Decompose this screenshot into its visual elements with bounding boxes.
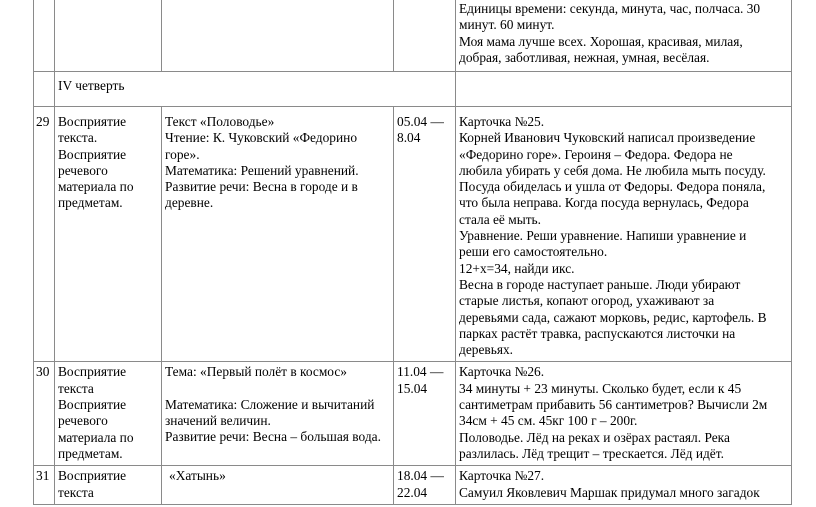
content-line: Текст «Половодье» [165, 114, 275, 129]
topic-line: Восприятие [58, 146, 127, 162]
row-topic [55, 107, 162, 362]
topic-line: материала по [58, 429, 134, 445]
date-line: 11.04 — [397, 364, 444, 380]
content-line: Чтение: К. Чуковский «Федорино [165, 130, 358, 146]
notes-line: добрая, заботливая, нежная, умная, весёлая. [459, 49, 710, 65]
content-line: «Хатынь» [169, 468, 226, 484]
topic-line: Восприятие [58, 114, 127, 129]
topic-line: материала по [58, 179, 134, 195]
topic-line: речевого [58, 413, 108, 429]
topic-line: Восприятие [58, 364, 127, 380]
content-line: горе». [165, 146, 200, 162]
row-material [456, 466, 792, 505]
material-line: стала её мыть. [459, 211, 542, 227]
topic-line: Восприятие [58, 397, 127, 413]
content-line: Развитие речи: Весна в городе и в [165, 179, 358, 195]
row-content [162, 107, 394, 362]
row-number [34, 362, 55, 466]
material-line: Посуда обиделась и ушла от Федоры. Федора поняла, [459, 179, 766, 195]
material-line: парках растёт травка, распускаются листочки на [459, 325, 736, 341]
date-line: 15.04 [397, 380, 428, 396]
table-row-quarter [34, 72, 792, 107]
topic-line: Восприятие [58, 468, 127, 484]
material-line: разлилась. Лёд трещит – трескается. Лёд идёт. [459, 445, 724, 461]
row-number-text: 29 [36, 114, 50, 129]
material-line: Корней Иванович Чуковский написал произведение [459, 130, 756, 146]
content-line: Математика: Решений уравнений. [165, 162, 359, 178]
notes-line: Единицы времени: секунда, минута, час, полчаса. 30 [459, 1, 761, 16]
content-line: Развитие речи: Весна – большая вода. [165, 429, 381, 445]
quarter-label-cell [55, 72, 456, 107]
material-line: сантиметрам прибавить 56 сантиметров? Вычисли 2м [459, 397, 768, 413]
cell-topic-empty [55, 0, 162, 72]
material-line: 34см + 45 см. 45кг 100 г – 200г. [459, 413, 638, 429]
row-content [162, 362, 394, 466]
topic-line: предметам. [58, 445, 123, 461]
material-line: Половодье. Лёд на реках и озёрах растаял. Река [459, 429, 730, 445]
row-material [456, 107, 792, 362]
topic-line: речевого [58, 162, 108, 178]
cell-notes [456, 0, 792, 72]
row-number [34, 466, 55, 505]
quarter-label: IV четверть [58, 78, 125, 93]
cell-dates-empty [394, 0, 456, 72]
table-row-continuation [34, 0, 792, 72]
topic-line: текста [58, 380, 94, 396]
row-topic [55, 466, 162, 505]
lesson-plan-table [33, 0, 792, 505]
material-line: Карточка №27. [459, 468, 545, 484]
material-line: 12+x=34, найди икс. [459, 260, 575, 276]
content-line: значений величин. [165, 413, 271, 429]
notes-line: минут. 60 минут. [459, 17, 555, 33]
cell-content-empty [162, 0, 394, 72]
date-line: 05.04 — [397, 114, 444, 129]
cell-num-empty [34, 0, 55, 72]
topic-line: текста [58, 484, 94, 500]
row-dates [394, 362, 456, 466]
material-line: Самуил Яковлевич Маршак придумал много загадок [459, 484, 760, 500]
date-line: 18.04 — [397, 468, 444, 484]
row-content [162, 466, 394, 505]
table-row [34, 466, 792, 505]
row-material [456, 362, 792, 466]
material-line: Уравнение. Реши уравнение. Напиши уравнение и [459, 228, 747, 244]
row-dates [394, 466, 456, 505]
material-line: Карточка №25. [459, 114, 545, 129]
material-line: деревьях. [459, 342, 514, 358]
row-number-text: 30 [36, 364, 50, 380]
table-row [34, 107, 792, 362]
material-line: «Федорино горе». Героиня – Федора. Федора не [459, 146, 733, 162]
cell-quarter-blank [34, 72, 55, 107]
cell-quarter-empty [456, 72, 792, 107]
row-number-text: 31 [36, 468, 50, 484]
date-line: 8.04 [397, 130, 421, 146]
content-line: деревне. [165, 195, 214, 211]
material-line: Карточка №26. [459, 364, 545, 380]
material-line: старые листья, копают огород, ухаживают за [459, 293, 715, 309]
topic-line: текста. [58, 130, 98, 146]
row-topic [55, 362, 162, 466]
content-gap [165, 381, 390, 397]
table-row [34, 362, 792, 466]
content-line: Тема: «Первый полёт в космос» [165, 364, 347, 380]
material-line: деревьями сада, сажают морковь, редис, картофель. В [459, 309, 767, 325]
date-line: 22.04 [397, 484, 428, 500]
topic-line: предметам. [58, 195, 123, 211]
material-line: Весна в городе наступает раньше. Люди убирают [459, 276, 741, 292]
row-number [34, 107, 55, 362]
material-line: что была неправа. Когда посуда вернулась, Федора [459, 195, 749, 211]
row-dates [394, 107, 456, 362]
notes-line: Моя мама лучше всех. Хорошая, красивая, милая, [459, 33, 743, 49]
material-line: 34 минуты + 23 минуты. Сколько будет, если к 45 [459, 380, 742, 396]
material-line: любила убирать у себя дома. Не любила мыть посуду. [459, 162, 766, 178]
material-line: реши его самостоятельно. [459, 244, 608, 260]
content-line: Математика: Сложение и вычитаний [165, 396, 375, 412]
